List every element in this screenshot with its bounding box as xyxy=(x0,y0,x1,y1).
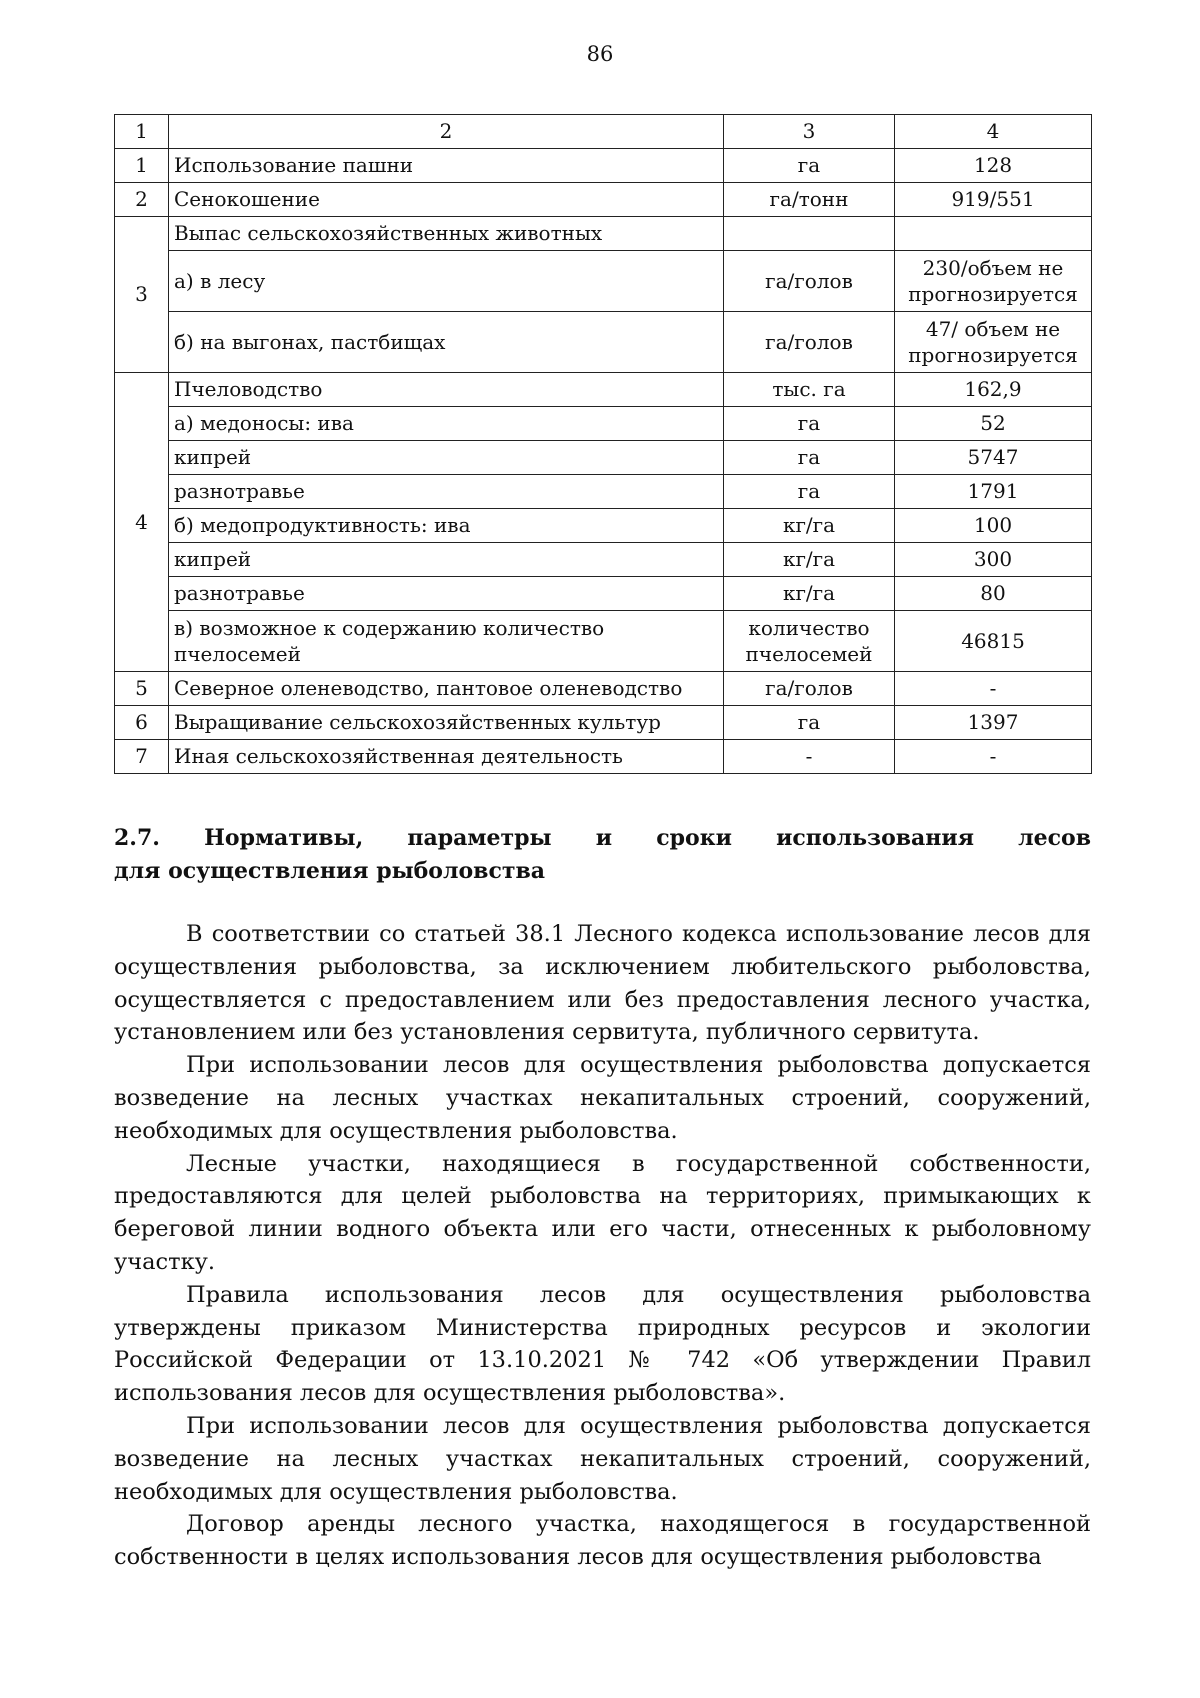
row-unit: количество пчелосемей xyxy=(724,611,895,672)
table-row xyxy=(115,251,1092,312)
row-name: б) на выгонах, пастбищах xyxy=(169,312,724,373)
table-row xyxy=(115,183,1092,217)
row-value: 162,9 xyxy=(895,373,1092,407)
row-unit: га/голов xyxy=(724,251,895,312)
table-row xyxy=(115,312,1092,373)
header-cell: 4 xyxy=(895,115,1092,149)
row-unit: га xyxy=(724,706,895,740)
row-name: Сенокошение xyxy=(169,183,724,217)
row-value: 80 xyxy=(895,577,1092,611)
header-cell: 1 xyxy=(115,115,169,149)
row-value xyxy=(895,217,1092,251)
row-unit: га xyxy=(724,149,895,183)
row-name: б) медопродуктивность: ива xyxy=(169,509,724,543)
paragraph: Лесные участки, находящиеся в государственной собственности, предоставляются для целей рыболовства на территориях, примыкающих к береговой линии водного объекта или его части, отнесенных к рыболовному участку. xyxy=(114,1150,1091,1275)
row-name: разнотравье xyxy=(169,475,724,509)
row-name: Пчеловодство xyxy=(169,373,724,407)
row-number: 4 xyxy=(115,373,169,672)
row-number: 5 xyxy=(115,672,169,706)
body-text xyxy=(114,918,1091,1574)
row-name: а) в лесу xyxy=(169,251,724,312)
row-number: 2 xyxy=(115,183,169,217)
agriculture-table xyxy=(114,114,1092,774)
table-row xyxy=(115,509,1092,543)
paragraph: В соответствии со статьей 38.1 Лесного кодекса использование лесов для осуществления рыболовства, за исключением любительского рыболовства, осуществляется с предоставлением или без предоставления лесного участка, установлением или без установления сервитута, публичного сервитута. xyxy=(114,921,1091,1046)
row-unit: га xyxy=(724,407,895,441)
table-row xyxy=(115,611,1092,672)
row-unit: га/тонн xyxy=(724,183,895,217)
row-value: 5747 xyxy=(895,441,1092,475)
section-heading-line-2: для осуществления рыболовства xyxy=(114,858,546,884)
row-value: 919/551 xyxy=(895,183,1092,217)
row-value: 1791 xyxy=(895,475,1092,509)
table-row xyxy=(115,577,1092,611)
table-row xyxy=(115,373,1092,407)
row-unit: га xyxy=(724,475,895,509)
row-name: Выращивание сельскохозяйственных культур xyxy=(169,706,724,740)
row-name: Иная сельскохозяйственная деятельность xyxy=(169,740,724,774)
page-number: 86 xyxy=(586,42,614,66)
row-unit: тыс. га xyxy=(724,373,895,407)
paragraph: При использовании лесов для осуществления рыболовства допускается возведение на лесных участках некапитальных строений, сооружений, необходимых для осуществления рыболовства. xyxy=(114,1052,1091,1144)
row-value: - xyxy=(895,740,1092,774)
paragraph: При использовании лесов для осуществления рыболовства допускается возведение на лесных участках некапитальных строений, сооружений, необходимых для осуществления рыболовства. xyxy=(114,1412,1091,1505)
row-name: Выпас сельскохозяйственных животных xyxy=(169,217,724,251)
row-unit: кг/га xyxy=(724,543,895,577)
row-value: 100 xyxy=(895,509,1092,543)
row-value: 46815 xyxy=(895,611,1092,672)
row-unit: кг/га xyxy=(724,509,895,543)
row-name: в) возможное к содержанию количество пчелосемей xyxy=(169,611,724,672)
row-value: 230/объем не прогнозируется xyxy=(895,251,1092,312)
table-row xyxy=(115,475,1092,509)
row-name: разнотравье xyxy=(169,577,724,611)
row-name: а) медоносы: ива xyxy=(169,407,724,441)
table-header-row xyxy=(115,115,1092,149)
table-row xyxy=(115,217,1092,251)
row-number: 3 xyxy=(115,217,169,373)
row-value: 128 xyxy=(895,149,1092,183)
row-unit: га/голов xyxy=(724,312,895,373)
header-cell: 3 xyxy=(724,115,895,149)
table-row xyxy=(115,706,1092,740)
row-name: кипрей xyxy=(169,543,724,577)
row-unit xyxy=(724,217,895,251)
table-row xyxy=(115,407,1092,441)
table-row xyxy=(115,149,1092,183)
table-row xyxy=(115,543,1092,577)
row-value: - xyxy=(895,672,1092,706)
row-value: 300 xyxy=(895,543,1092,577)
row-unit: кг/га xyxy=(724,577,895,611)
table-row xyxy=(115,441,1092,475)
row-name: Северное оленеводство, пантовое оленеводство xyxy=(169,672,724,706)
row-unit: - xyxy=(724,740,895,774)
paragraph: Правила использования лесов для осуществления рыболовства утверждены приказом Министерства природных ресурсов и экологии Российской Федерации от 13.10.2021 № 742 «Об утверждении Правил использования лесов для осуществления рыболовства». xyxy=(114,1281,1091,1407)
row-unit: га xyxy=(724,441,895,475)
row-number: 6 xyxy=(115,706,169,740)
row-name: кипрей xyxy=(169,441,724,475)
table-row xyxy=(115,672,1092,706)
row-unit: га/голов xyxy=(724,672,895,706)
row-value: 1397 xyxy=(895,706,1092,740)
table-row xyxy=(115,740,1092,774)
paragraph: Договор аренды лесного участка, находящегося в государственной собственности в целях использования лесов для осуществления рыболовства xyxy=(114,1511,1091,1571)
row-number: 7 xyxy=(115,740,169,774)
row-number: 1 xyxy=(115,149,169,183)
section-heading-line-1: 2.7. Нормативы, параметры и сроки использования лесов xyxy=(114,825,1091,851)
header-cell: 2 xyxy=(169,115,724,149)
row-value: 47/ объем не прогнозируется xyxy=(895,312,1092,373)
row-value: 52 xyxy=(895,407,1092,441)
row-name: Использование пашни xyxy=(169,149,724,183)
section-heading xyxy=(114,822,1091,888)
